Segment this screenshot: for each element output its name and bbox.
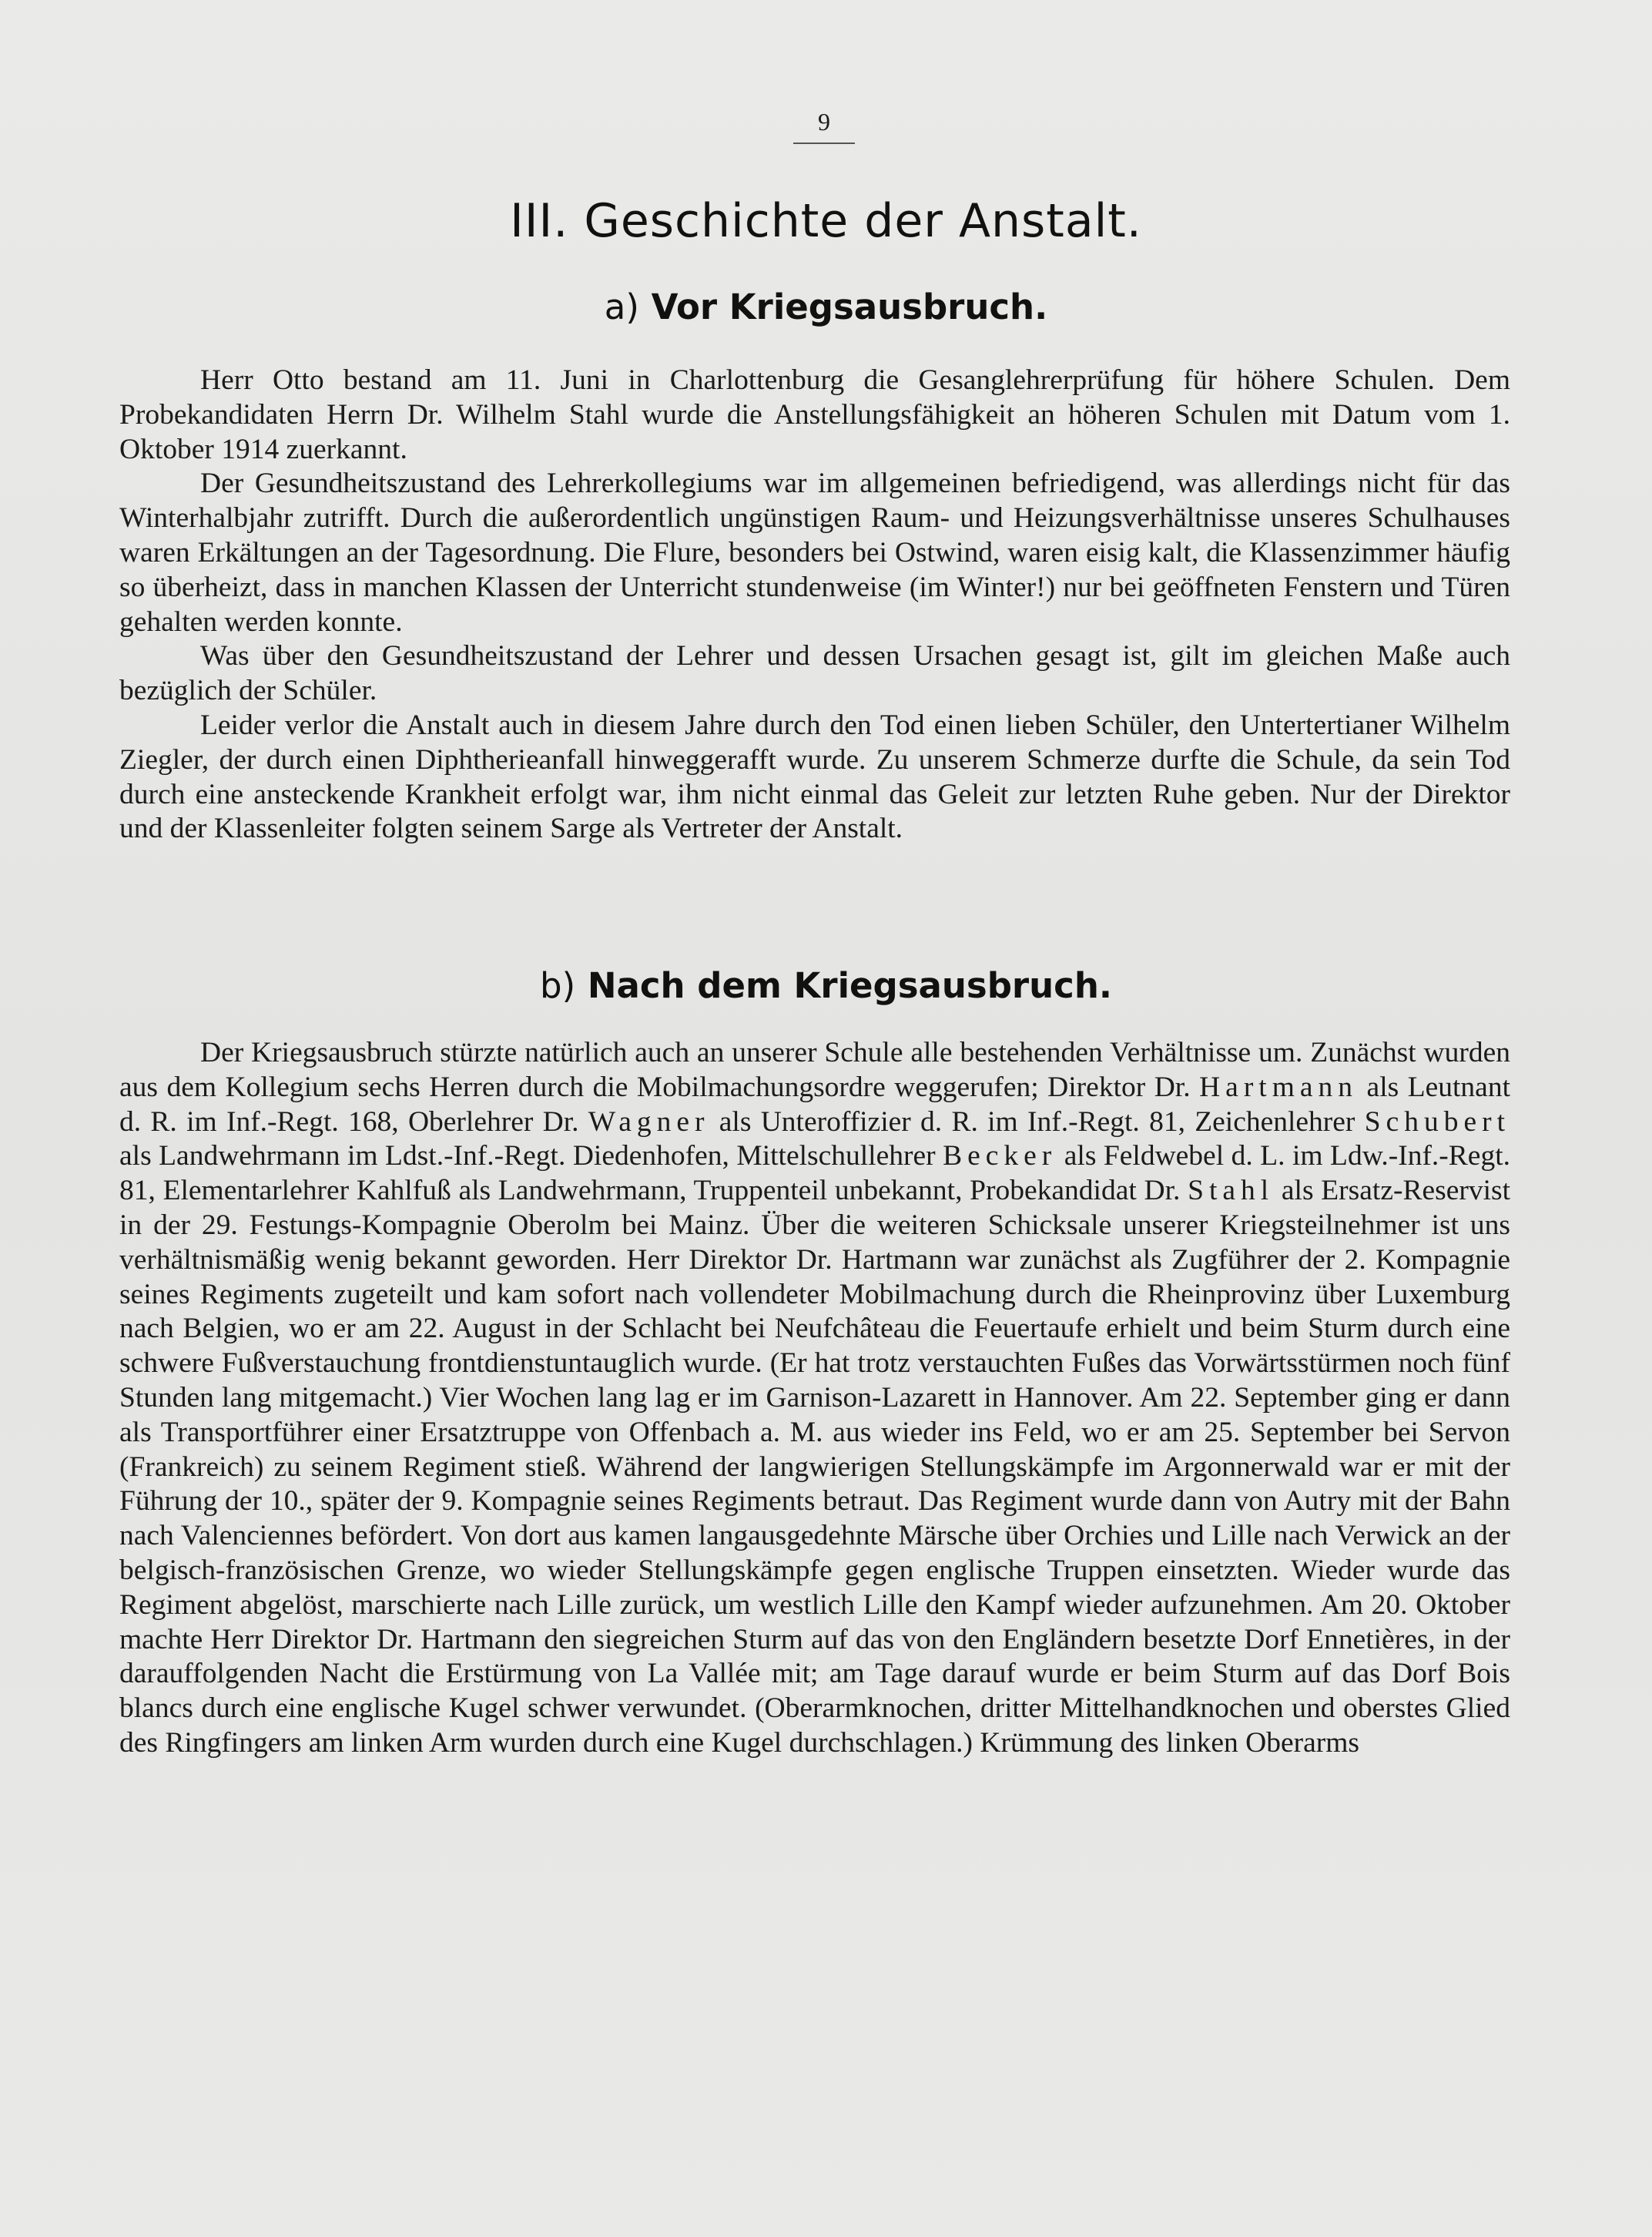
section-a-label: a) [604,287,639,327]
paragraph: Leider verlor die Anstalt auch in diesem Jahre durch den Tod einen lieben Schüler, den Untertertianer Wilhelm Ziegler, der durch einen Diphtherieanfall hinweggerafft wurde. Zu unserem Schmerze durfte die Schule, da sein Tod durch eine ansteckende Krankheit erfolgt war, ihm nicht einmal das Geleit zur letzten Ruhe geben. Nur der Direktor und der Klassenleiter folgten seinem Sarge als Vertreter der Anstalt. [119,709,1510,845]
paragraph: Herr Otto bestand am 11. Juni in Charlottenburg die Gesanglehrerprüfung für höhere Schulen. Dem Probekandidaten Herrn Dr. Wilhelm Stahl wurde die Anstellungsfähigkeit an höheren Schulen mit Datum vom 1. Oktober 1914 zuerkannt. [119,364,1510,465]
spaced-name: Schubert [1364,1105,1511,1138]
paragraph: Was über den Gesundheitszustand der Lehrer und dessen Ursachen gesagt ist, gilt im gleichen Maße auch bezüglich der Schüler. [119,640,1510,707]
paragraph: Der Gesundheitszustand des Lehrerkollegiums war im allgemeinen befriedigend, was allerdings nicht für das Winterhalbjahr zutrifft. Durch die außerordentlich ungünstigen Raum- und Heizungsverhältnisse unseres Schulhauses waren Erkältungen an der Tagesordnung. Die Flure, besonders bei Ostwind, waren eisig kalt, die Klassenzimmer häufig so überheizt, dass in manchen Klassen der Unterricht stundenweise (im Winter!) nur bei geöffneten Fenstern und Türen gehalten werden konnte. [119,468,1510,638]
spaced-name: Stahl [1188,1175,1275,1207]
spaced-name: Hartmann [1199,1071,1359,1103]
spaced-name: Becker [943,1140,1057,1172]
paragraph [119,1036,1510,1761]
text-run: als Unteroffizier d. R. im Inf.-Regt. 81, Zeichenlehrer [719,1105,1355,1138]
section-b-label: b) [540,965,576,1006]
section-a-heading [0,287,1652,327]
text-run: als Feldwebel d. L. im Ldw.-Inf.-Regt. 81, Elementarlehrer [119,1140,1510,1207]
text-run: als Landwehrmann im Ldst.-Inf.-Regt. Diedenhofen, Mittelschullehrer [119,1140,936,1172]
text-run: als Landwehrmann, Truppenteil unbekannt, Probekandidat Dr. [458,1175,1181,1207]
chapter-title: III. Geschichte der Anstalt. [510,194,1142,248]
section-b-title: Nach dem Kriegsausbruch. [587,965,1112,1006]
page-number: 9 [793,108,855,144]
section-a-body [119,364,1510,847]
section-b-body [119,1036,1510,1761]
text-run: als Leutnant d. R. im Inf.-Regt. 168, Oberlehrer Dr. [119,1071,1510,1138]
text-run: Der Kriegsausbruch stürzte natürlich auch an unserer Schule alle bestehenden Verhältnisse um. Zunächst wurden aus dem Kollegium sechs Herren durch die Mobilmachungsordre weggerufen; Direktor Dr. [119,1037,1510,1103]
section-a-title: Vor Kriegsausbruch. [651,287,1048,327]
name-run: Kahlfuß [356,1175,451,1207]
spaced-name: Wagner [588,1105,710,1138]
text-run: als Ersatz-Reservist in der 29. Festungs-Kompagnie Oberolm bei Mainz. Über die weiteren Schicksale unserer Kriegsteilnehmer ist uns verhältnismäßig wenig bekannt geworden. Herr Direktor Dr. Hartmann war zunächst als Zugführer der 2. Kompagnie seines Regiments zugeteilt und kam sofort nach vollendeter Mobilmachung durch die Rheinprovinz über Luxemburg nach Belgien, wo er am 22. August in der Schlacht bei Neufchâteau die Feuertaufe erhielt und beim Sturm durch eine schwere Fußverstauchung frontdienstuntauglich wurde. (Er hat trotz verstauchten Fußes das Vorwärtsstürmen noch fünf Stunden lang mitgemacht.) Vier Wochen lang lag er im Garnison-Lazarett in Hannover. Am 22. September ging er dann als Transportführer einer Ersatztruppe von Offenbach a. M. aus wieder ins Feld, wo er am 25. September bei Servon (Frankreich) zu seinem Regiment stieß. Während der langwierigen Stellungskämpfe im Argonnerwald war er mit der Führung der 10., später der 9. Kompagnie seines Regiments betraut. Das Regiment wurde dann von Autry mit der Bahn nach Valenciennes befördert. Von dort aus kamen langausgedehnte Märsche über Orchies und Lille nach Verwick an der belgisch-französischen Grenze, wo wieder Stellungskämpfe gegen englische Truppen einsetzten. Wieder wurde das Regiment abgelöst, marschierte nach Lille zurück, um westlich Lille den Kampf wieder aufzunehmen. Am 20. Oktober machte Herr Direktor Dr. Hartmann den siegreichen Sturm auf das von den Engländern besetzte Dorf Ennetières, in der darauffolgenden Nacht die Erstürmung von La Vallée mit; am Tage darauf wurde er beim Sturm auf das Dorf Bois blancs durch eine englische Kugel schwer verwundet. (Oberarmknochen, dritter Mittelhandknochen und oberstes Glied des Ringfingers am linken Arm wurden durch eine Kugel durchschlagen.) Krümmung des linken Oberarms [119,1175,1511,1759]
section-b-heading [0,965,1652,1006]
